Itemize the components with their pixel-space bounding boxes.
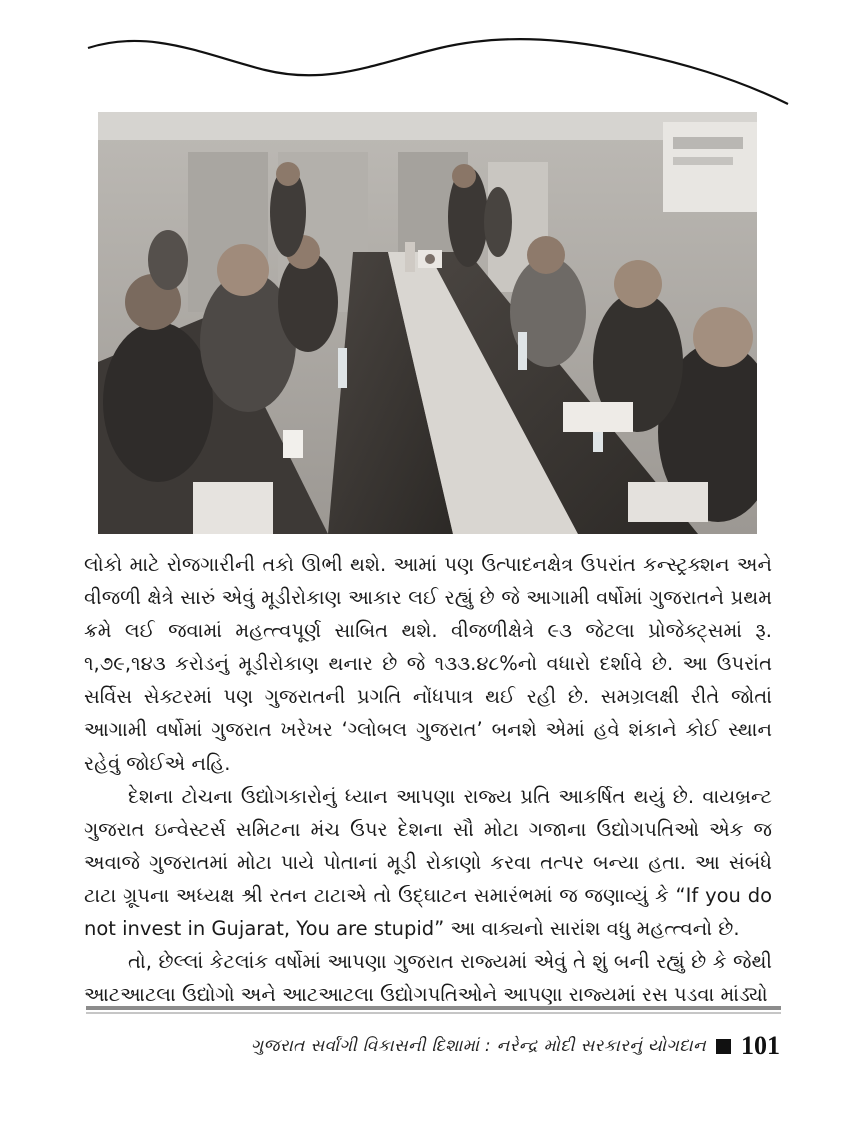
square-bullet-icon: [716, 1039, 731, 1054]
running-title: ગુજરાત સર્વાંગી વિકાસની દિશામાં : નરેન્દ્ર મોદી સરકારનું યોગદાન: [250, 1036, 706, 1056]
paragraph: દેશના ટોચના ઉદ્યોગકારોનું ધ્યાન આપણા રાજ્ય પ્રતિ આકર્ષિત થયું છે. વાયબ્રન્ટ ગુજરાત ઇન્વેસ્ટર્સ સમિટના મંચ ઉપર દેશના સૌ મોટા ગજાના ઉદ્યોગપતિઓ એક જ અવાજે ગુજરાતમાં મોટા પાયે પોતાનાં મૂડી રોકાણો કરવા તત્પર બન્યા હતા. આ સંબંધે ટાટા ગ્રૂપના અધ્યક્ષ શ્રી રતન ટાટાએ તો ઉદ્‌ઘાટન સમારંભમાં જ જણાવ્યું કે “If you do not invest in Gujarat, You are stupid” આ વાક્યનો સારાંશ વધુ મહત્ત્વનો છે.: [84, 784, 772, 941]
footer-rule: [86, 1006, 781, 1010]
meeting-photo: [98, 112, 757, 534]
decorative-wave-line: [0, 0, 855, 120]
paragraph: તો, છેલ્લાં કેટલાંક વર્ષોમાં આપણા ગુજરાત રાજ્યમાં એવું તે શું બની રહ્યું છે કે જેથી આટઆટલા ઉદ્યોગો અને આટઆટલા ઉદ્યોગપતિઓને આપણા રાજ્યમાં રસ પડવા માંડ્યો: [84, 950, 772, 1007]
article-body: [84, 548, 772, 1011]
page-number: 101: [741, 1031, 780, 1060]
footer-rule-thin: [86, 1012, 781, 1014]
page-footer: [150, 1026, 780, 1066]
paragraph: લોકો માટે રોજગારીની તકો ઊભી થશે. આમાં પણ ઉત્પાદનક્ષેત્ર ઉપરાંત કન્સ્ટ્રક્શન અને વીજળી ક્ષેત્રે સારું એવું મૂડીરોકાણ આકાર લઈ રહ્યું છે જે આગામી વર્ષોમાં ગુજરાતને પ્રથમ ક્રમે લઈ જવામાં મહત્ત્વપૂર્ણ સાબિત થશે. વીજળીક્ષેત્રે ૯૩ જેટલા પ્રોજેક્ટ્સમાં રૂ. ૧,૭૯,૧૪૩ કરોડનું મૂડીરોકાણ થનાર છે જે ૧૩૩.૪૮%નો વધારો દર્શાવે છે. આ ઉપરાંત સર્વિસ સેક્ટરમાં પણ ગુજરાતની પ્રગતિ નોંધપાત્ર થઈ રહી છે. સમગ્રલક્ષી રીતે જોતાં આગામી વર્ષોમાં ગુજરાત ખરેખર ‘ગ્લોબલ ગુજરાત’ બનશે એમાં હવે શંકાને કોઈ સ્થાન રહેવું જોઈએ નહિ.: [84, 553, 772, 775]
